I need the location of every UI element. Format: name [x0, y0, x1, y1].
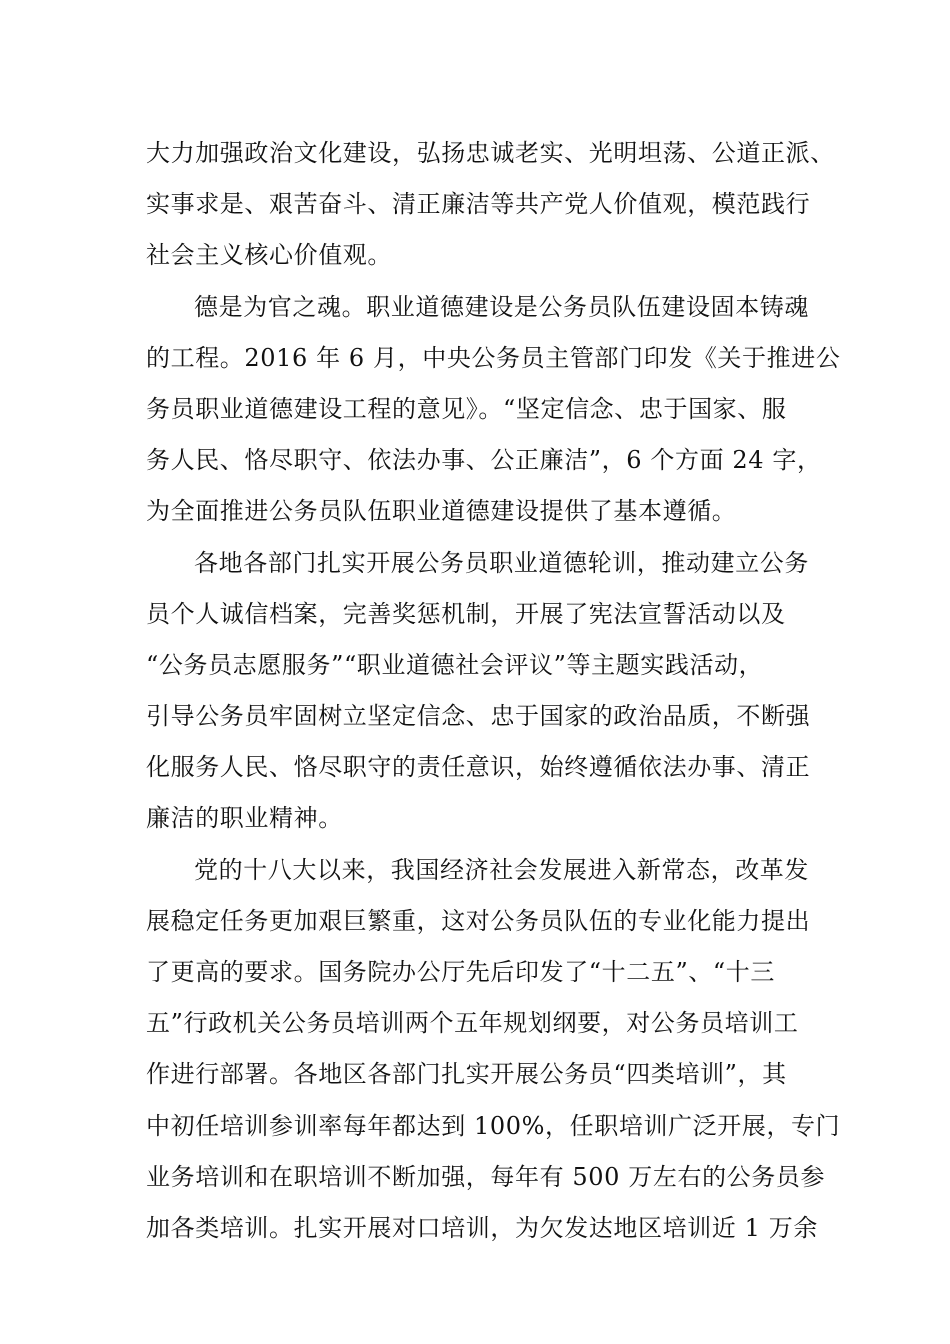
text-line: 大力加强政治文化建设，弘扬忠诚老实、光明坦荡、公道正派、	[146, 139, 835, 167]
text-line: 实事求是、艰苦奋斗、清正廉洁等共产党人价值观，模范践行	[146, 190, 811, 219]
text-line: 作进行部署。各地区各部门扎实开展公务员“四类培训”，其	[146, 1060, 787, 1089]
text-line: 员个人诚信档案，完善奖惩机制，开展了宪法宣誓活动以及	[146, 599, 786, 628]
text-line: 了更高的要求。国务院办公厅先后印发了“十二五”、“十三	[146, 958, 776, 986]
text-line: 务人民、恪尽职守、依法办事、公正廉洁”，6 个方面 24 字，	[146, 446, 822, 475]
text-line: 社会主义核心价值观。	[146, 241, 392, 270]
text-line: 务员职业道德建设工程的意见》。“坚定信念、忠于国家、服	[146, 394, 787, 423]
text-line: 中初任培训参训率每年都达到 100%，任职培训广泛开展，专门	[146, 1111, 841, 1140]
text-line: 的工程。2016 年 6 月，中央公务员主管部门印发《关于推进公	[146, 343, 841, 372]
text-line: 加各类培训。扎实开展对口培训，为欠发达地区培训近 1 万余	[146, 1213, 818, 1242]
text-line: 廉洁的职业精神。	[146, 804, 343, 833]
text-line: “公务员志愿服务”“职业道德社会评议”等主题实践活动，	[146, 650, 764, 679]
text-line: 五”行政机关公务员培训两个五年规划纲要，对公务员培训工	[146, 1009, 799, 1038]
paragraph-first-line: 党的十八大以来，我国经济社会发展进入新常态，改革发	[194, 855, 809, 884]
paragraph-first-line: 德是为官之魂。职业道德建设是公务员队伍建设固本铸魂	[194, 292, 809, 321]
text-line: 为全面推进公务员队伍职业道德建设提供了基本遵循。	[146, 497, 737, 526]
text-line: 化服务人民、恪尽职守的责任意识，始终遵循依法办事、清正	[146, 753, 811, 782]
body-text	[146, 128, 841, 1254]
text-line: 展稳定任务更加艰巨繁重，这对公务员队伍的专业化能力提出	[146, 906, 811, 935]
text-line: 业务培训和在职培训不断加强，每年有 500 万左右的公务员参	[146, 1162, 826, 1191]
text-line: 引导公务员牢固树立坚定信念、忠于国家的政治品质，不断强	[146, 702, 811, 731]
paragraph-first-line: 各地各部门扎实开展公务员职业道德轮训，推动建立公务	[194, 548, 809, 577]
